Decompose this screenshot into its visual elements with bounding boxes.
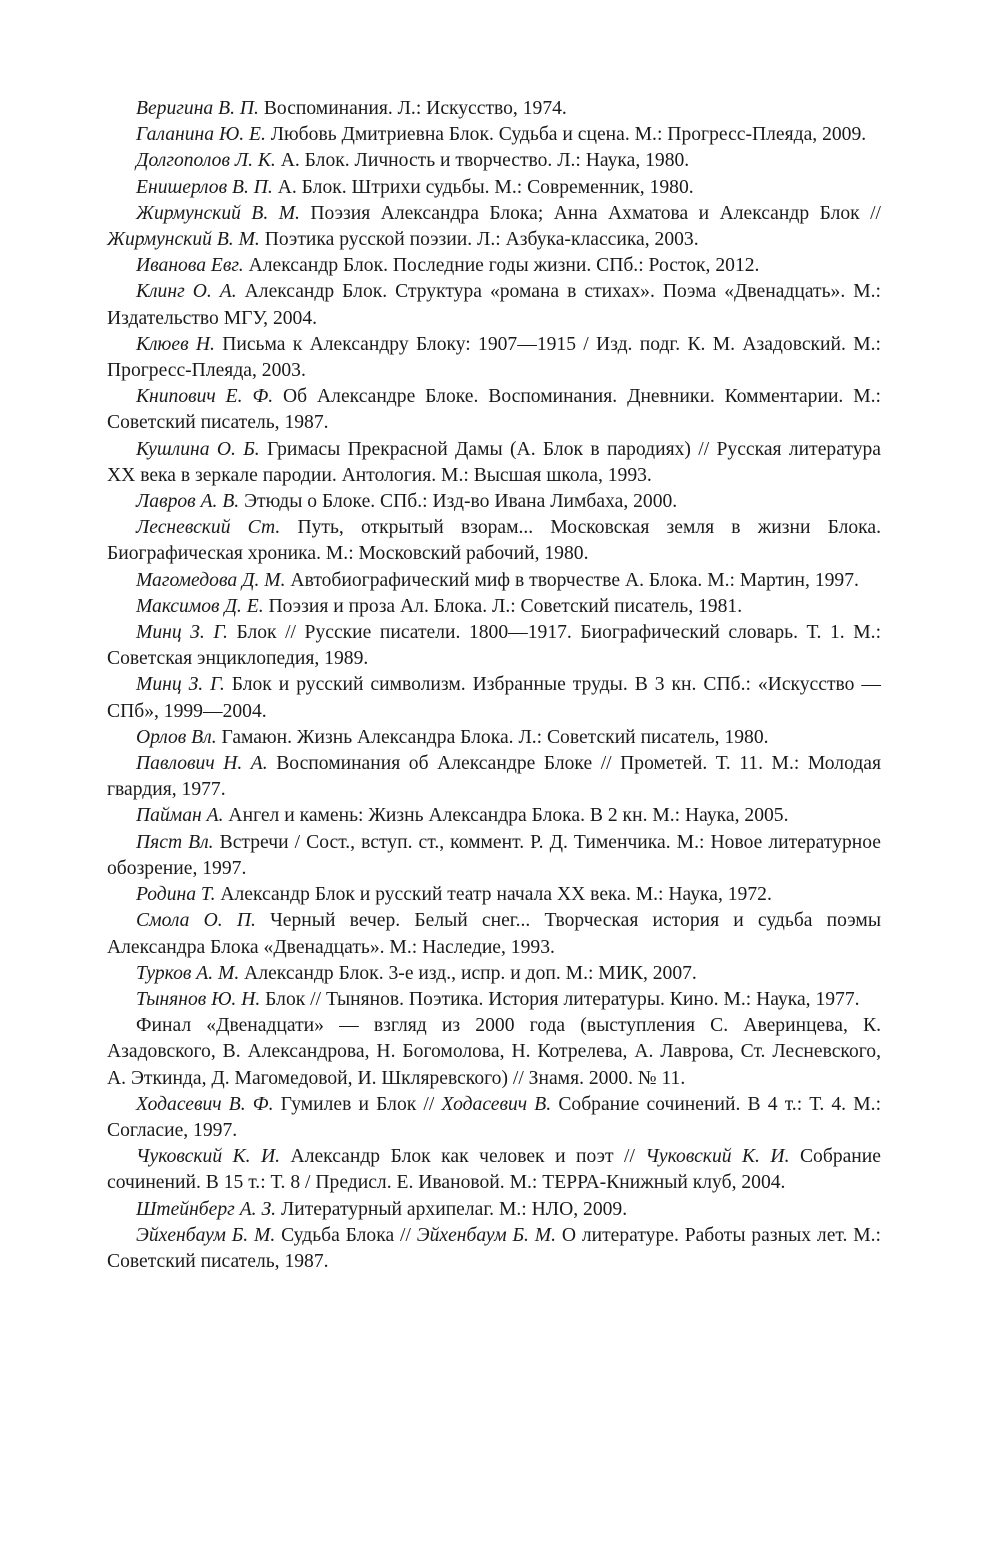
entry-text: Путь, открытый взорам... Московская земля в жизни Блока. Биографическая хроника. М.: Московский рабочий, 1980. [107,517,881,565]
bibliography-entry [107,96,881,122]
entry-author: Долгополов Л. К. [136,150,276,172]
bibliography-entry [107,987,881,1013]
entry-text: Поэзия Александра Блока; Анна Ахматова и Александр Блок // [299,202,881,224]
entry-text: Автобиографический миф в творчестве А. Блока. М.: Мартин, 1997. [285,569,859,591]
entry-text-secondary: Собрание сочинений. В 15 т.: Т. 8 / Предисл. Е. Ивановой. М.: ТЕРРА-Книжный клуб, 2004. [107,1146,881,1194]
entry-text: Александр Блок и русский театр начала XX века. М.: Наука, 1972. [215,884,772,906]
entry-text: Воспоминания об Александре Блоке // Прометей. Т. 11. М.: Молодая гвардия, 1977. [107,753,881,801]
entry-author-secondary: Эйхенбаум Б. М. [416,1224,556,1246]
bibliography-entry [107,332,881,384]
entry-text-secondary: Собрание сочинений. В 4 т.: Т. 4. М.: Согласие, 1997. [107,1093,882,1141]
entry-author: Веригина В. П. [136,98,259,119]
entry-author: Клинг О. А. [136,281,237,303]
bibliography-entry [107,725,881,751]
entry-author: Клюев Н. [136,333,215,355]
bibliography-entry [107,751,881,803]
entry-text: Александр Блок как человек и поэт // [280,1146,646,1168]
bibliography-entry [107,620,881,672]
bibliography-entry [107,148,881,174]
entry-author: Жирмунский В. М. [136,202,300,224]
entry-author: Лесневский Ст. [136,517,281,539]
entry-text: Поэзия и проза Ал. Блока. Л.: Советский писатель, 1981. [263,595,743,617]
entry-text-secondary: О литературе. Работы разных лет. М.: Советский писатель, 1987. [107,1224,881,1272]
entry-author: Эйхенбаум Б. М. [136,1224,276,1246]
entry-author: Минц З. Г. [136,674,225,696]
entry-author: Турков А. М. [136,962,240,984]
entry-author: Максимов Д. Е. [136,595,264,617]
entry-text: Воспоминания. Л.: Искусство, 1974. [258,98,567,119]
entry-text: Черный вечер. Белый снег... Творческая история и судьба поэмы Александра Блока «Двенадцать». М.: Наследие, 1993. [107,910,881,958]
entry-text: Этюды о Блоке. СПб.: Изд-во Ивана Лимбаха, 2000. [239,491,678,513]
bibliography-entry [107,1144,881,1196]
entry-text: Любовь Дмитриевна Блок. Судьба и сцена. М.: Прогресс-Плеяда, 2009. [265,124,867,146]
entry-author: Орлов Вл. [136,726,217,748]
bibliography-entry [107,253,881,279]
entry-text: Письма к Александру Блоку: 1907—1915 / Изд. подг. К. М. Азадовский. М.: Прогресс-Плеяда, 2003. [107,333,881,382]
entry-author: Лавров А. В. [136,491,240,513]
bibliography-entry [107,201,881,253]
entry-text: Гумилев и Блок // [273,1093,442,1115]
entry-text: Литературный архипелаг. М.: НЛО, 2009. [276,1198,628,1220]
bibliography-entry [107,384,881,436]
entry-author: Кушлина О. Б. [136,438,260,460]
bibliography-entry [107,437,881,489]
entry-text: Финал «Двенадцати» — взгляд из 2000 года (выступления С. Аверинцева, К. Азадовского, В. Александрова, Н. Богомолова, Н. Котрелева, А. Лаврова, Ст. Лесневского, А. Эткинда, Д. Магомедовой, И. Шкляревского) // Знамя. 2000. № 11. [107,1015,881,1089]
bibliography-entry [107,882,881,908]
bibliography-entry [107,1013,881,1092]
entry-text: Судьба Блока // [275,1224,417,1246]
entry-author: Пайман А. [136,805,224,827]
bibliography-entry [107,1223,881,1275]
bibliography-entry [107,961,881,987]
bibliography-entry [107,672,881,724]
entry-text: Встречи / Сост., вступ. ст., коммент. Р. Д. Тименчика. М.: Новое литературное обозрение, 1997. [107,831,881,879]
entry-text: Александр Блок. Последние годы жизни. СПб.: Росток, 2012. [243,255,760,277]
entry-author: Штейнберг А. З. [136,1198,277,1220]
entry-author: Смола О. П. [136,910,256,932]
entry-text: А. Блок. Личность и творчество. Л.: Наука, 1980. [275,150,690,172]
bibliography-entry [107,1197,881,1223]
entry-author: Павлович Н. А. [136,753,268,775]
entry-author: Галанина Ю. Е. [136,124,266,146]
entry-text: Александр Блок. 3-е изд., испр. и доп. М.: МИК, 2007. [239,962,697,984]
entry-text: Блок и русский символизм. Избранные труды. В 3 кн. СПб.: «Искусство — СПб», 1999—2004. [107,674,881,722]
entry-author: Магомедова Д. М. [136,569,286,591]
bibliography-entry [107,122,881,148]
bibliography-entry [107,515,881,567]
entry-text: А. Блок. Штрихи судьбы. М.: Современник, 1980. [272,176,694,198]
entry-author-secondary: Жирмунский В. М. [107,229,260,251]
entry-text: Блок // Русские писатели. 1800—1917. Биографический словарь. Т. 1. М.: Советская энциклопедия, 1989. [107,622,882,670]
entry-author: Книпович Е. Ф. [136,386,274,408]
entry-author: Тынянов Ю. Н. [136,988,261,1010]
bibliography-entry [107,279,881,331]
bibliography-page [107,96,881,1275]
bibliography-entry [107,489,881,515]
entry-author: Ходасевич В. Ф. [136,1093,274,1115]
entry-text-secondary: Поэтика русской поэзии. Л.: Азбука-классика, 2003. [259,229,699,251]
entry-text: Александр Блок. Структура «романа в стихах». Поэма «Двенадцать». М.: Издательство МГУ, 2004. [107,281,882,329]
entry-author: Родина Т. [136,884,216,906]
entry-text: Гамаюн. Жизнь Александра Блока. Л.: Советский писатель, 1980. [216,726,769,748]
bibliography-entry [107,908,881,960]
entry-author: Чуковский К. И. [136,1146,281,1168]
entry-text: Блок // Тынянов. Поэтика. История литературы. Кино. М.: Наука, 1977. [260,988,860,1010]
entry-author: Минц З. Г. [136,622,228,644]
entry-author: Иванова Евг. [136,255,244,277]
entry-text: Ангел и камень: Жизнь Александра Блока. В 2 кн. М.: Наука, 2005. [223,805,789,827]
entry-author-secondary: Чуковский К. И. [645,1146,790,1168]
entry-author: Пяст Вл. [136,831,214,853]
entry-text: Об Александре Блоке. Воспоминания. Дневники. Комментарии. М.: Советский писатель, 1987. [107,386,881,434]
bibliography-entry [107,594,881,620]
entry-author: Енишерлов В. П. [136,176,273,198]
bibliography-entry [107,830,881,882]
entry-author-secondary: Ходасевич В. [441,1093,552,1115]
entry-text: Гримасы Прекрасной Дамы (А. Блок в пародиях) // Русская литература XX века в зеркале пародии. Антология. М.: Высшая школа, 1993. [107,438,881,486]
bibliography-entry [107,803,881,829]
bibliography-entry [107,1092,881,1144]
bibliography-entry [107,175,881,201]
bibliography-entry [107,568,881,594]
